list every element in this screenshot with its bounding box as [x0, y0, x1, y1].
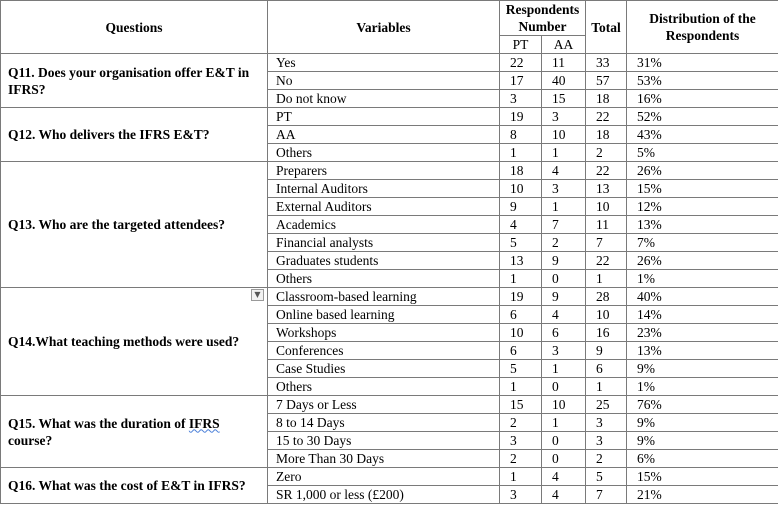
distribution-cell: 15%	[627, 468, 778, 486]
distribution-cell: 21%	[627, 486, 778, 504]
total-cell: 28	[586, 288, 627, 306]
table-row	[1, 396, 778, 414]
table-row	[1, 288, 778, 306]
total-cell: 3	[586, 414, 627, 432]
pt-count-cell: 3	[500, 486, 542, 504]
aa-count-cell: 10	[542, 396, 586, 414]
question-cell-q13: Q13. Who are the targeted attendees?	[1, 162, 268, 288]
variable-cell: Online based learning	[268, 306, 500, 324]
variable-cell: AA	[268, 126, 500, 144]
pt-count-cell: 5	[500, 234, 542, 252]
aa-count-cell: 3	[542, 180, 586, 198]
aa-count-cell: 0	[542, 432, 586, 450]
total-cell: 10	[586, 306, 627, 324]
aa-count-cell: 0	[542, 270, 586, 288]
aa-count-cell: 1	[542, 198, 586, 216]
distribution-cell: 52%	[627, 108, 778, 126]
variable-cell: Yes	[268, 54, 500, 72]
table-body	[1, 54, 778, 504]
chevron-down-icon[interactable]: ▼	[251, 289, 264, 301]
table-row	[1, 54, 778, 72]
variable-cell: 15 to 30 Days	[268, 432, 500, 450]
variable-cell: Case Studies	[268, 360, 500, 378]
total-cell: 25	[586, 396, 627, 414]
distribution-cell: 12%	[627, 198, 778, 216]
header-pt: PT	[500, 36, 542, 54]
total-cell: 2	[586, 144, 627, 162]
total-cell: 11	[586, 216, 627, 234]
pt-count-cell: 6	[500, 342, 542, 360]
variable-cell: Others	[268, 378, 500, 396]
aa-count-cell: 2	[542, 234, 586, 252]
total-cell: 16	[586, 324, 627, 342]
pt-count-cell: 9	[500, 198, 542, 216]
aa-count-cell: 0	[542, 450, 586, 468]
pt-count-cell: 2	[500, 414, 542, 432]
total-cell: 3	[586, 432, 627, 450]
distribution-cell: 6%	[627, 450, 778, 468]
aa-count-cell: 1	[542, 144, 586, 162]
aa-count-cell: 3	[542, 342, 586, 360]
total-cell: 2	[586, 450, 627, 468]
variable-cell: Zero	[268, 468, 500, 486]
total-cell: 1	[586, 270, 627, 288]
header-aa: AA	[542, 36, 586, 54]
aa-count-cell: 1	[542, 360, 586, 378]
pt-count-cell: 10	[500, 324, 542, 342]
distribution-cell: 1%	[627, 378, 778, 396]
aa-count-cell: 4	[542, 486, 586, 504]
distribution-cell: 26%	[627, 252, 778, 270]
aa-count-cell: 4	[542, 468, 586, 486]
total-cell: 22	[586, 252, 627, 270]
pt-count-cell: 1	[500, 144, 542, 162]
distribution-cell: 1%	[627, 270, 778, 288]
pt-count-cell: 10	[500, 180, 542, 198]
table-row	[1, 108, 778, 126]
variable-cell: Classroom-based learning	[268, 288, 500, 306]
table-row	[1, 162, 778, 180]
pt-count-cell: 13	[500, 252, 542, 270]
variable-cell: Academics	[268, 216, 500, 234]
total-cell: 13	[586, 180, 627, 198]
aa-count-cell: 7	[542, 216, 586, 234]
variable-cell: Preparers	[268, 162, 500, 180]
pt-count-cell: 1	[500, 270, 542, 288]
total-cell: 7	[586, 234, 627, 252]
aa-count-cell: 4	[542, 162, 586, 180]
question-cell-q12: Q12. Who delivers the IFRS E&T?	[1, 108, 268, 162]
question-cell-q16: Q16. What was the cost of E&T in IFRS?	[1, 468, 268, 504]
pt-count-cell: 19	[500, 288, 542, 306]
aa-count-cell: 3	[542, 108, 586, 126]
variable-cell: Do not know	[268, 90, 500, 108]
aa-count-cell: 9	[542, 288, 586, 306]
question-cell-q11: Q11. Does your organisation offer E&T in IFRS?	[1, 54, 268, 108]
distribution-cell: 9%	[627, 432, 778, 450]
distribution-cell: 40%	[627, 288, 778, 306]
distribution-cell: 14%	[627, 306, 778, 324]
variable-cell: External Auditors	[268, 198, 500, 216]
total-cell: 18	[586, 126, 627, 144]
pt-count-cell: 19	[500, 108, 542, 126]
distribution-cell: 26%	[627, 162, 778, 180]
variable-cell: Others	[268, 144, 500, 162]
variable-cell: 8 to 14 Days	[268, 414, 500, 432]
header-total: Total	[586, 1, 627, 54]
total-cell: 18	[586, 90, 627, 108]
pt-count-cell: 1	[500, 378, 542, 396]
question-text: course?	[8, 432, 53, 448]
aa-count-cell: 1	[542, 414, 586, 432]
pt-count-cell: 18	[500, 162, 542, 180]
variable-cell: 7 Days or Less	[268, 396, 500, 414]
distribution-cell: 15%	[627, 180, 778, 198]
variable-cell: Graduates students	[268, 252, 500, 270]
pt-count-cell: 3	[500, 432, 542, 450]
total-cell: 10	[586, 198, 627, 216]
header-questions: Questions	[1, 1, 268, 54]
pt-count-cell: 5	[500, 360, 542, 378]
distribution-cell: 16%	[627, 90, 778, 108]
question-cell-q14: Q14.What teaching methods were used?	[1, 288, 268, 396]
distribution-cell: 9%	[627, 360, 778, 378]
variable-cell: Conferences	[268, 342, 500, 360]
pt-count-cell: 8	[500, 126, 542, 144]
total-cell: 22	[586, 108, 627, 126]
variable-cell: PT	[268, 108, 500, 126]
aa-count-cell: 6	[542, 324, 586, 342]
distribution-cell: 9%	[627, 414, 778, 432]
distribution-cell: 13%	[627, 342, 778, 360]
pt-count-cell: 22	[500, 54, 542, 72]
pt-count-cell: 1	[500, 468, 542, 486]
distribution-cell: 13%	[627, 216, 778, 234]
pt-count-cell: 2	[500, 450, 542, 468]
variable-cell: Others	[268, 270, 500, 288]
total-cell: 33	[586, 54, 627, 72]
header-variables: Variables	[268, 1, 500, 54]
total-cell: 9	[586, 342, 627, 360]
pt-count-cell: 17	[500, 72, 542, 90]
variable-cell: SR 1,000 or less (£200)	[268, 486, 500, 504]
distribution-cell: 5%	[627, 144, 778, 162]
total-cell: 7	[586, 486, 627, 504]
variable-cell: More Than 30 Days	[268, 450, 500, 468]
pt-count-cell: 4	[500, 216, 542, 234]
pt-count-cell: 15	[500, 396, 542, 414]
aa-count-cell: 9	[542, 252, 586, 270]
total-cell: 6	[586, 360, 627, 378]
aa-count-cell: 4	[542, 306, 586, 324]
total-cell: 1	[586, 378, 627, 396]
variable-cell: No	[268, 72, 500, 90]
aa-count-cell: 10	[542, 126, 586, 144]
header-respondents-number: Respondents Number	[500, 1, 586, 36]
variable-cell: Workshops	[268, 324, 500, 342]
aa-count-cell: 0	[542, 378, 586, 396]
distribution-cell: 76%	[627, 396, 778, 414]
aa-count-cell: 11	[542, 54, 586, 72]
table-row	[1, 468, 778, 486]
distribution-cell: 53%	[627, 72, 778, 90]
aa-count-cell: 15	[542, 90, 586, 108]
distribution-cell: 7%	[627, 234, 778, 252]
header-distribution: Distribution of the Respondents	[627, 1, 778, 54]
total-cell: 5	[586, 468, 627, 486]
distribution-cell: 23%	[627, 324, 778, 342]
distribution-cell: 43%	[627, 126, 778, 144]
question-text: Q15. What was the duration of	[8, 415, 189, 431]
total-cell: 22	[586, 162, 627, 180]
variable-cell: Financial analysts	[268, 234, 500, 252]
pt-count-cell: 6	[500, 306, 542, 324]
spellcheck-flagged-word[interactable]: IFRS	[188, 415, 220, 431]
total-cell: 57	[586, 72, 627, 90]
variable-cell: Internal Auditors	[268, 180, 500, 198]
distribution-cell: 31%	[627, 54, 778, 72]
pt-count-cell: 3	[500, 90, 542, 108]
question-cell-q15	[1, 396, 268, 468]
aa-count-cell: 40	[542, 72, 586, 90]
